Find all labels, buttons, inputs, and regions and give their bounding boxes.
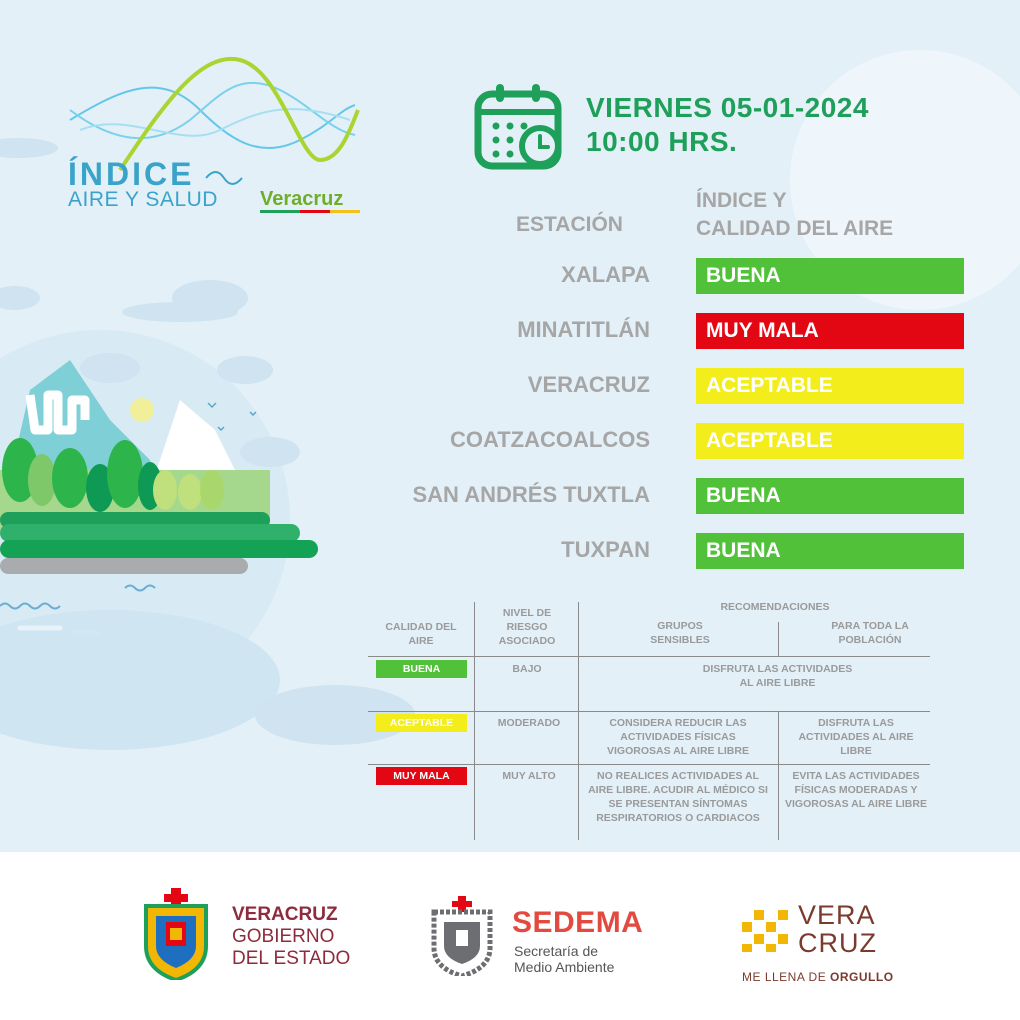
sedema-emblem-icon xyxy=(428,896,496,976)
station-name: COATZACOALCOS xyxy=(449,427,650,452)
sedema-line2: Medio Ambiente xyxy=(514,959,615,975)
legend-recommendation-all: DISFRUTA LAS ACTIVIDADES AL AIRE LIBRE xyxy=(798,717,914,757)
station-name: SAN ANDRÉS TUXTLA xyxy=(412,482,650,507)
legend-quality-badge: MUY MALA xyxy=(376,767,467,785)
quality-badge: BUENA xyxy=(696,258,964,294)
legend-recommendation-sensitive: CONSIDERA REDUCIR LAS ACTIVIDADES FÍSICAS VIGOROSAS AL AIRE LIBRE xyxy=(607,717,749,757)
legend-recommendation-sensitive: NO REALICES ACTIVIDADES AL AIRE LIBRE. ACUDIR AL MÉDICO SI SE PRESENTAN SÍNTOMAS RESPIRATORIOS O CARDIACOS xyxy=(588,770,768,824)
legend-divider xyxy=(368,764,930,765)
legend-recommendation-all: DISFRUTA LAS ACTIVIDADES AL AIRE LIBRE xyxy=(702,663,853,689)
logo xyxy=(60,50,370,220)
calendar-clock-icon xyxy=(474,84,566,170)
legend-quality-badge: ACEPTABLE xyxy=(376,714,467,732)
quality-badge: ACEPTABLE xyxy=(696,368,964,404)
legend-divider xyxy=(368,711,930,712)
gov-name: VERACRUZ xyxy=(232,904,338,925)
quality-column-header-line2: CALIDAD DEL AIRE xyxy=(696,217,894,240)
legend-divider xyxy=(474,602,475,840)
station-name: TUXPAN xyxy=(561,537,650,562)
quality-badge: BUENA xyxy=(696,478,964,514)
legend-divider xyxy=(368,656,930,657)
tagline-prefix: ME LLENA DE xyxy=(742,970,831,984)
quality-column-header-line1: ÍNDICE Y xyxy=(696,189,787,212)
gov-line2: GOBIERNO xyxy=(232,926,335,947)
sedema-line1: Secretaría de xyxy=(514,943,599,959)
legend-risk: MODERADO xyxy=(497,717,561,729)
gov-line3: DEL ESTADO xyxy=(232,948,351,969)
legend-header-risk: NIVEL DE RIESGO ASOCIADO xyxy=(498,607,556,647)
sedema-title: SEDEMA xyxy=(512,906,644,939)
vera-word-2: CRUZ xyxy=(798,928,877,958)
vera-tagline xyxy=(742,970,894,984)
legend-recommendation-all: EVITA LAS ACTIVIDADES FÍSICAS MODERADAS Y VIGOROSAS AL AIRE LIBRE xyxy=(785,770,927,810)
veracruz-coat-of-arms-icon xyxy=(138,888,214,980)
legend-risk: MUY ALTO xyxy=(502,770,556,782)
station-name: MINATITLÁN xyxy=(517,317,650,342)
legend-risk: BAJO xyxy=(512,663,542,675)
footer xyxy=(0,852,1020,1020)
date-text: VIERNES 05-01-2024 xyxy=(586,92,869,123)
logo-title: ÍNDICE xyxy=(68,156,195,192)
quality-badge: MUY MALA xyxy=(696,313,964,349)
vera-word-1: VERA xyxy=(798,900,876,930)
station-column-header: ESTACIÓN xyxy=(516,213,623,236)
logo-brand: Veracruz xyxy=(260,188,344,210)
station-name: XALAPA xyxy=(561,262,650,287)
veracruz-knot-logo-icon xyxy=(742,906,790,954)
logo-brand-underline xyxy=(260,210,360,213)
station-name: VERACRUZ xyxy=(527,372,650,397)
legend-divider xyxy=(778,622,779,656)
quality-badge: BUENA xyxy=(696,533,964,569)
legend-divider xyxy=(778,712,779,840)
quality-badge: ACEPTABLE xyxy=(696,423,964,459)
legend-header-recommendations: RECOMENDACIONES xyxy=(720,601,830,613)
time-text: 10:00 HRS. xyxy=(586,126,738,157)
legend-divider xyxy=(578,602,579,840)
tagline-bold: ORGULLO xyxy=(830,970,894,984)
legend-header-sensitive: GRUPOS SENSIBLES xyxy=(650,620,710,646)
legend-header-quality: CALIDAD DEL AIRE xyxy=(385,621,457,647)
legend-quality-badge: BUENA xyxy=(376,660,467,678)
legend-header-all: PARA TODA LA POBLACIÓN xyxy=(831,620,909,646)
logo-subtitle: AIRE Y SALUD xyxy=(68,188,218,211)
